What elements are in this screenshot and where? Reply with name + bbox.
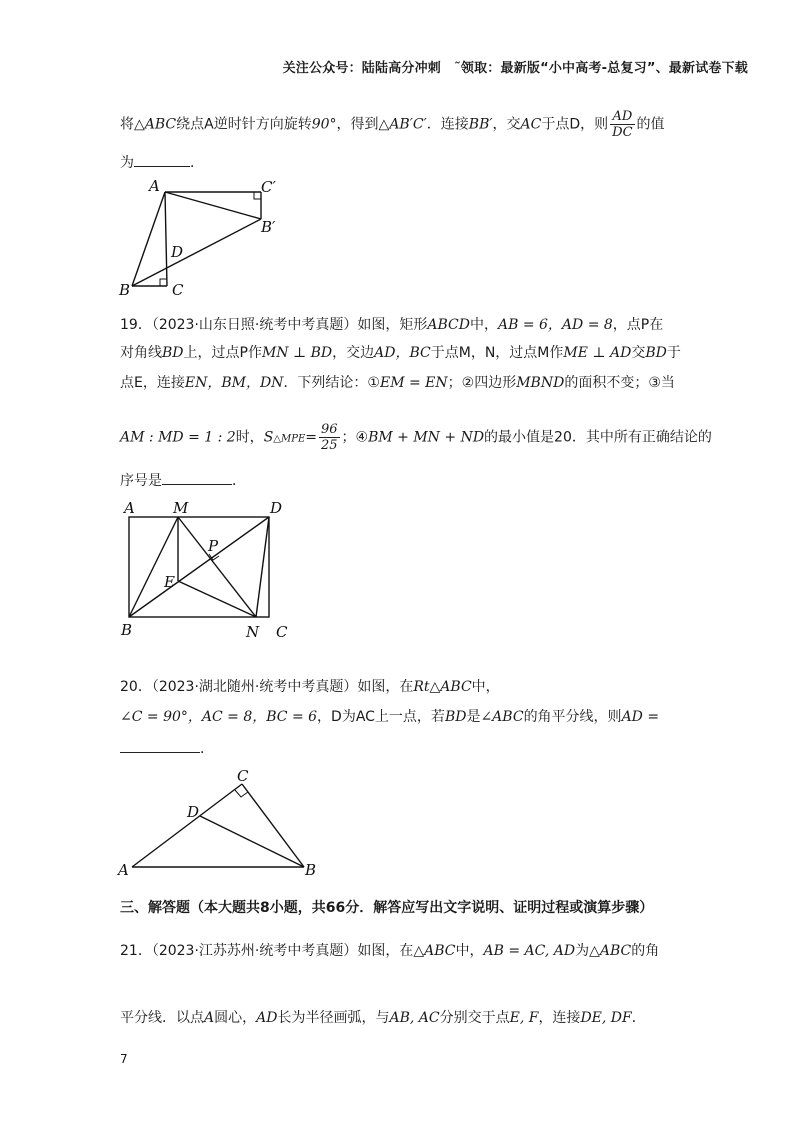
label-M: M — [173, 499, 189, 517]
q18-line-2: 为 ． — [120, 152, 204, 173]
label-B: B — [119, 281, 131, 299]
label-A: A — [124, 499, 135, 517]
label-N: N — [246, 623, 260, 641]
q19-fraction: $\frac{96}{25}$ — [320, 422, 338, 453]
label-E: E — [164, 573, 175, 591]
label-C: C — [276, 623, 288, 641]
label-B-prime: B′ — [261, 218, 276, 236]
q19-line-4: AM : MD = 1 : 2时，S△MPE= $\frac{96}{25}$ ；④BM + MN + ND的最小值是20．其中所有正确结论的 — [120, 422, 712, 453]
q21-line-2: 平分线．以点A圆心，AD长为半径画弧，与AB, AC分别交于点E, F，连接DE, DF． — [120, 1010, 646, 1026]
label-D: D — [270, 499, 283, 517]
q19-line-3: 点E，连接EN，BM，DN．下列结论：①EM = EN；②四边形MBND的面积不变；③当 — [120, 375, 675, 391]
q18-figure — [115, 175, 285, 300]
answer-blank — [120, 738, 200, 753]
label-C: C — [172, 281, 184, 299]
q21-line-1: 21．（2023·江苏苏州·统考中考真题）如图，在△ABC中，AB = AC, AD为△ABC的角 — [120, 943, 660, 959]
label-B: B — [305, 861, 317, 879]
answer-blank — [162, 470, 232, 485]
q20-figure — [115, 765, 335, 880]
q18-fraction: $\frac{AD}{DC}$ — [612, 109, 633, 140]
section-heading: 三、解答题（本大题共8小题，共66分．解答应写出文字说明、证明过程或演算步骤） — [120, 900, 654, 916]
q18-line-1: 将△ABC绕点A逆时针方向旋转90°，得到△AB′C′．连接BB′，交AC于点D，则 $\frac{AD}{DC}$ 的值 — [120, 109, 665, 140]
q19-figure — [110, 495, 310, 645]
label-C: C — [237, 767, 249, 785]
page-header: 关注公众号：陆陆高分冲刺 ˜领取：最新版“小中高考-总复习”、最新试卷下载 — [282, 61, 748, 76]
answer-blank — [134, 152, 190, 167]
page-number: 7 — [120, 1052, 128, 1066]
label-P: P — [208, 537, 219, 555]
label-D: D — [171, 243, 184, 261]
label-A: A — [149, 177, 160, 195]
q19-line-1: 19．（2023·山东日照·统考中考真题）如图，矩形ABCD中，AB = 6，AD = 8，点P在 — [120, 317, 664, 333]
label-C-prime: C′ — [261, 178, 276, 196]
label-D: D — [187, 803, 200, 821]
label-A: A — [118, 861, 129, 879]
q20-line-3: ． — [120, 738, 214, 759]
label-B: B — [121, 621, 133, 639]
q20-line-2: ∠C = 90°，AC = 8，BC = 6，D为AC上一点，若BD是∠ABC的角平分线，则AD = — [120, 709, 660, 725]
q20-line-1: 20．（2023·湖北随州·统考中考真题）如图，在Rt△ABC中， — [120, 679, 500, 695]
q19-line-2: 对角线BD上，过点P作MN ⊥ BD，交边AD，BC于点M，N，过点M作ME ⊥ AD交BD于 — [120, 345, 681, 361]
q19-line-5: 序号是 ． — [120, 470, 246, 491]
